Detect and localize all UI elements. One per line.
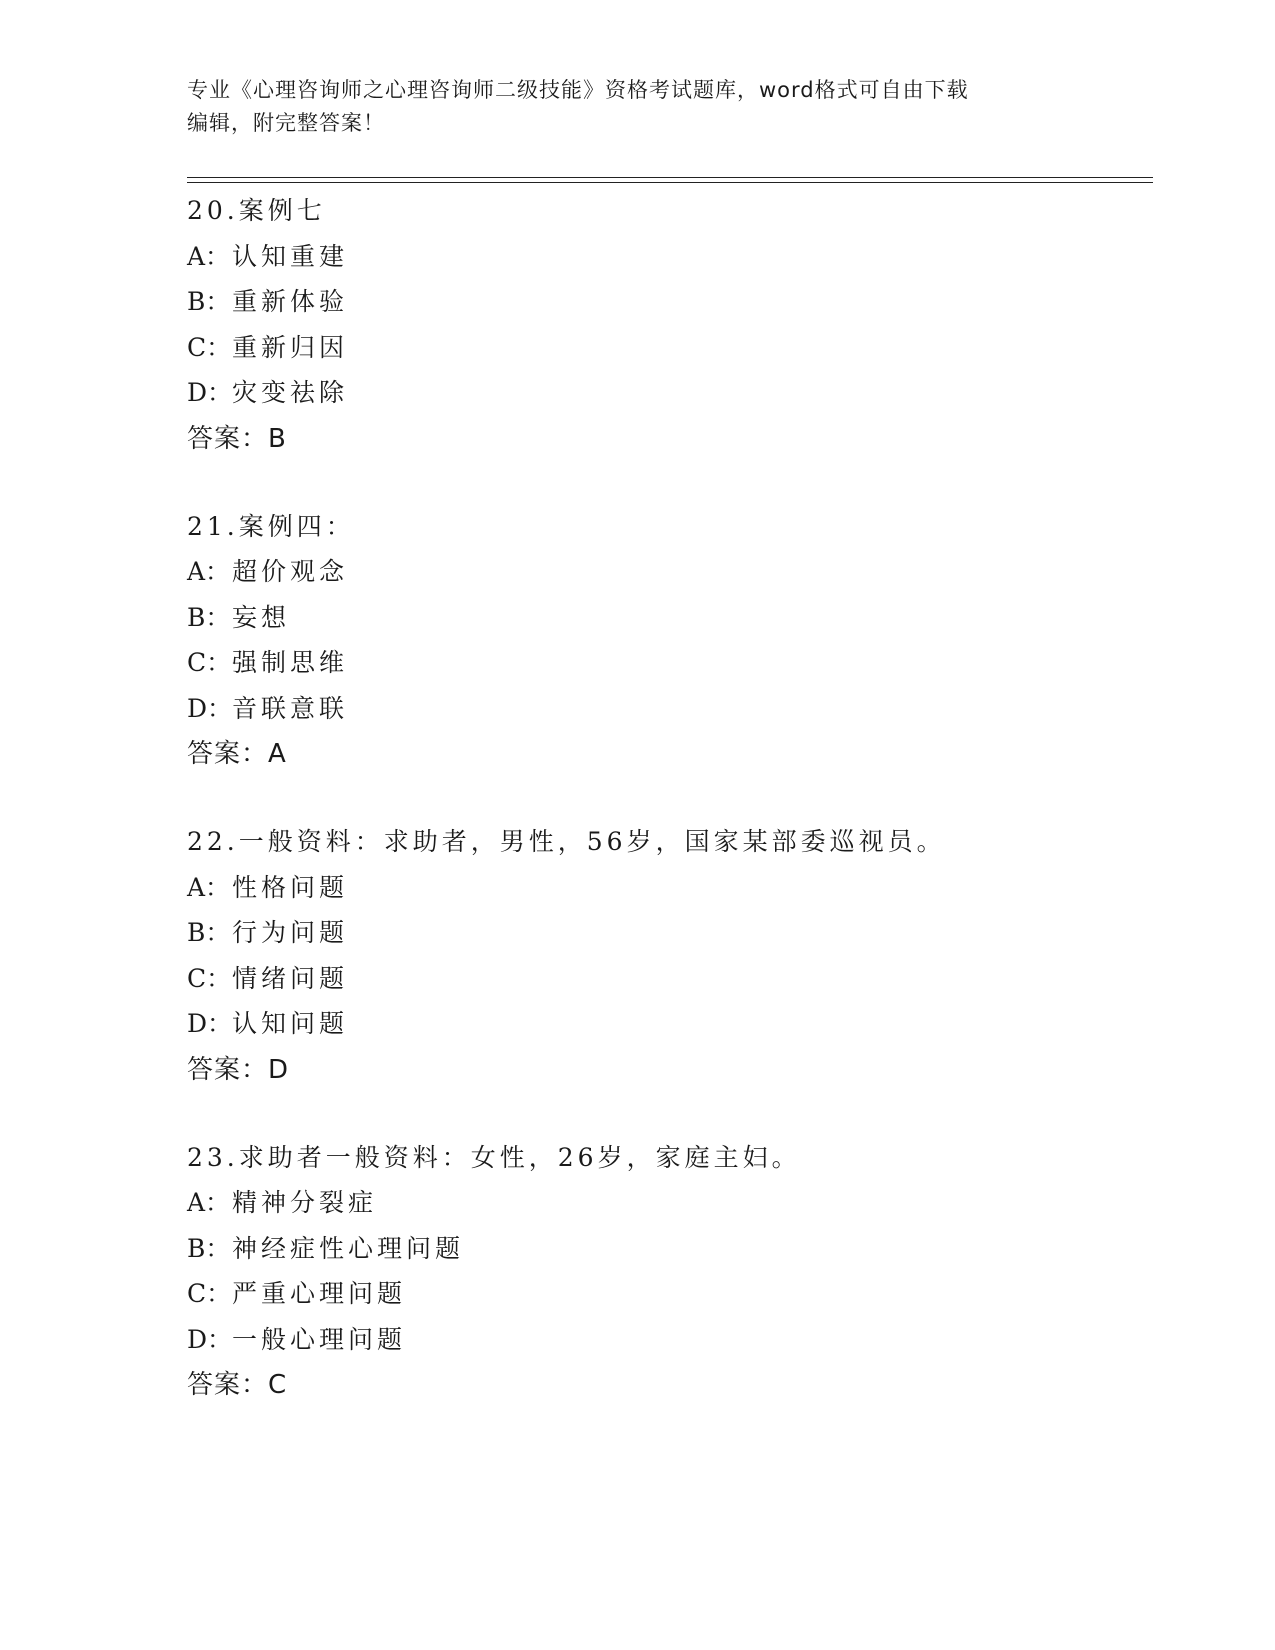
option-text: 认知问题 bbox=[232, 1009, 349, 1038]
option-b bbox=[187, 279, 1147, 325]
option-text: 严重心理问题 bbox=[232, 1279, 407, 1308]
answer-line: 答案：C bbox=[187, 1370, 288, 1400]
option-text: 音联意联 bbox=[232, 693, 349, 723]
option-key: A： bbox=[187, 872, 231, 902]
option-d bbox=[187, 370, 1147, 416]
option-b bbox=[187, 1226, 1147, 1272]
option-text: 精神分裂症 bbox=[232, 1188, 378, 1217]
question-stem: 21.案例四： bbox=[187, 511, 355, 541]
option-b bbox=[187, 595, 1147, 641]
option-text: 神经症性心理问题 bbox=[232, 1233, 465, 1263]
option-a bbox=[187, 549, 1147, 595]
option-key: D： bbox=[187, 378, 233, 407]
answer-line: 答案：D bbox=[187, 1054, 290, 1085]
option-text: 性格问题 bbox=[232, 872, 349, 902]
answer-line: 答案：A bbox=[187, 739, 287, 769]
option-key: C： bbox=[187, 1279, 232, 1308]
option-a bbox=[187, 1180, 1147, 1226]
option-key: D： bbox=[187, 1009, 233, 1038]
question-20 bbox=[187, 188, 1147, 462]
option-text: 超价观念 bbox=[232, 557, 349, 586]
document-header bbox=[187, 74, 1087, 140]
option-b bbox=[187, 910, 1147, 956]
question-21 bbox=[187, 504, 1147, 778]
option-key: A： bbox=[187, 241, 231, 271]
option-c bbox=[187, 640, 1147, 686]
question-stem: 20.案例七 bbox=[187, 196, 326, 225]
question-23 bbox=[187, 1135, 1147, 1409]
option-key: A： bbox=[187, 1188, 231, 1217]
option-d bbox=[187, 1001, 1147, 1047]
header-line-1: 专业《心理咨询师之心理咨询师二级技能》资格考试题库，word格式可自由下载 bbox=[187, 78, 969, 102]
question-stem: 22.一般资料：求助者，男性，56岁，国家某部委巡视员。 bbox=[187, 827, 946, 856]
option-key: D： bbox=[187, 1324, 233, 1354]
option-text: 重新体验 bbox=[232, 287, 349, 316]
option-text: 行为问题 bbox=[232, 918, 349, 947]
option-key: B： bbox=[187, 287, 231, 316]
option-key: B： bbox=[187, 602, 231, 632]
header-line-2: 编辑，附完整答案！ bbox=[187, 111, 385, 135]
option-key: C： bbox=[187, 332, 232, 362]
option-key: B： bbox=[187, 918, 231, 947]
option-key: C： bbox=[187, 963, 232, 993]
option-a bbox=[187, 234, 1147, 280]
option-text: 一般心理问题 bbox=[232, 1324, 407, 1354]
option-key: C： bbox=[187, 648, 232, 677]
answer-line: 答案：B bbox=[187, 423, 287, 454]
question-list bbox=[187, 188, 1147, 1408]
option-text: 认知重建 bbox=[232, 241, 349, 271]
option-key: D： bbox=[187, 693, 233, 723]
option-c bbox=[187, 956, 1147, 1002]
option-c bbox=[187, 325, 1147, 371]
option-text: 重新归因 bbox=[232, 332, 349, 362]
header-divider-bottom bbox=[187, 182, 1153, 183]
option-text: 强制思维 bbox=[232, 648, 349, 677]
option-text: 情绪问题 bbox=[232, 963, 349, 993]
option-text: 灾变祛除 bbox=[232, 378, 349, 407]
option-d bbox=[187, 686, 1147, 732]
option-c bbox=[187, 1271, 1147, 1317]
option-d bbox=[187, 1317, 1147, 1363]
option-key: B： bbox=[187, 1233, 231, 1263]
option-key: A： bbox=[187, 557, 231, 586]
option-a bbox=[187, 865, 1147, 911]
option-text: 妄想 bbox=[232, 602, 291, 632]
header-divider-top bbox=[187, 177, 1153, 178]
question-stem: 23.求助者一般资料：女性，26岁，家庭主妇。 bbox=[187, 1142, 801, 1172]
question-22 bbox=[187, 819, 1147, 1093]
